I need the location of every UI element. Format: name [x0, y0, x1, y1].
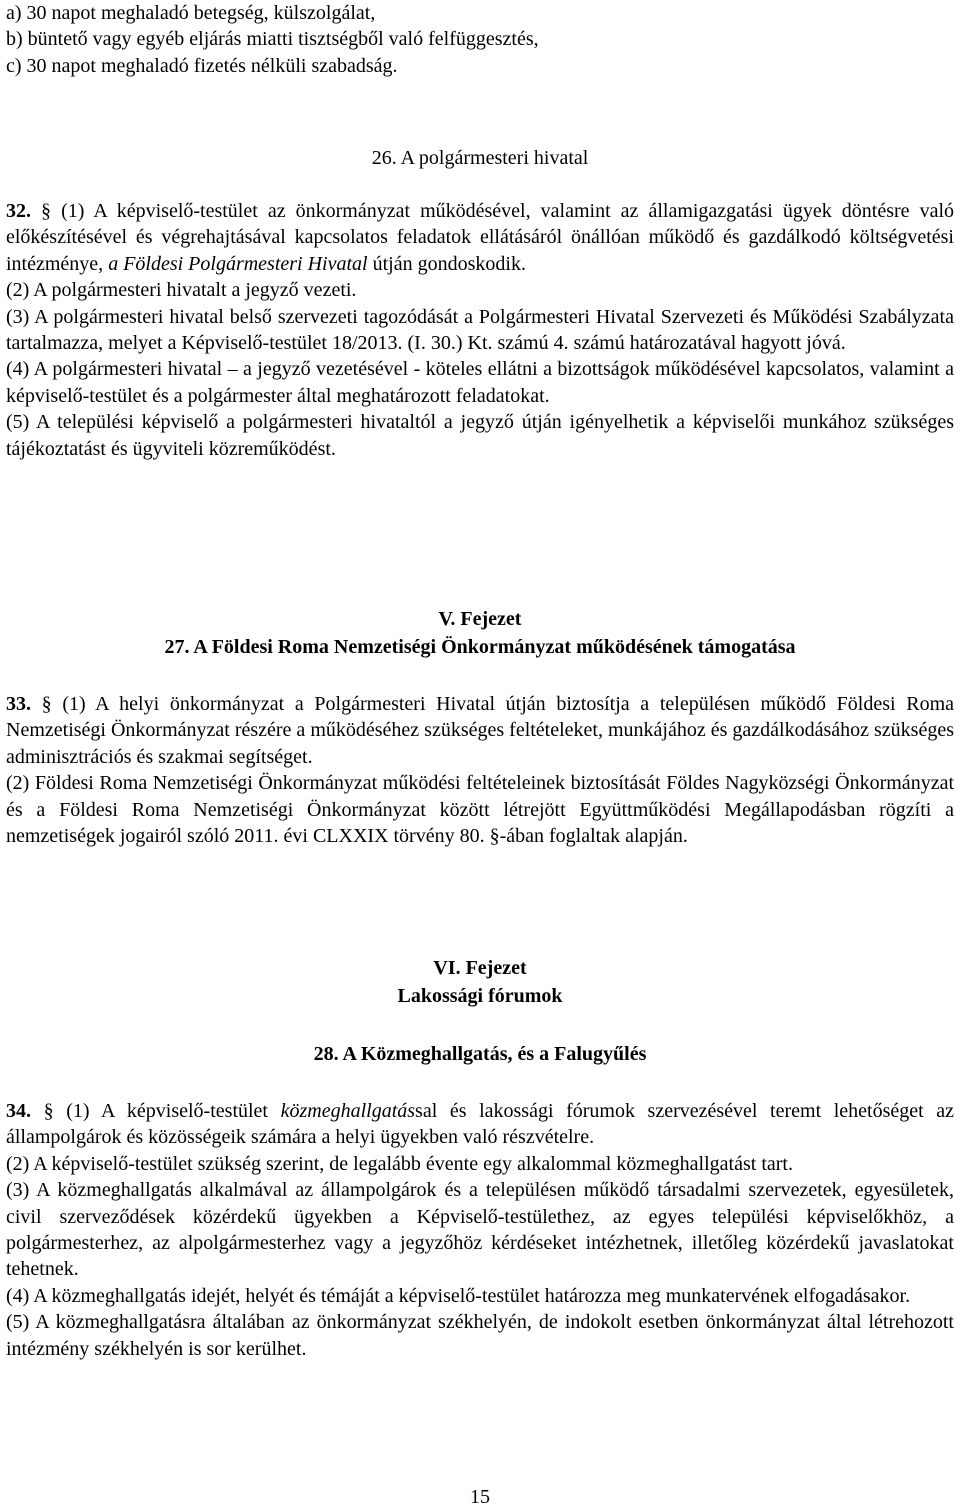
- para-34-number: 34.: [6, 1100, 31, 1122]
- para-34-5: (5) A közmeghallgatásra általában az önkormányzat székhelyén, de indokolt esetben önkormányzat által létrehozott intézmény székhelyén is sor kerülhet.: [6, 1311, 954, 1360]
- kozmeghallgatas-italic: közmeghallgatás: [280, 1100, 416, 1122]
- para-34-3: (3) A közmeghallgatás alkalmával az állampolgárok és a településen működő társadalmi szervezetek, egyesületek, civil szerveződések közérdekű ügyekben a Képviselő-testülethez, az egyes települési képviselőkhöz, a polgármesterhez, az alpolgármesterhez vagy a jegyzőhöz kérdéseket intézhetnek, illetőleg közérdekű javaslatokat tehetnek.: [6, 1179, 954, 1281]
- list-block: [6, 0, 954, 79]
- chapter-6-subtitle: Lakossági fórumok: [397, 985, 563, 1007]
- para-33-1: [6, 691, 954, 770]
- para-34-1-tail: sal és lakossági fórumok szervezésével teremt lehetőséget az állampolgárok és közösségeik számára a helyi ügyekben való részvételre.: [6, 1100, 955, 1149]
- page-number: 15: [470, 1486, 490, 1508]
- chapter-5-subtitle: 27. A Földesi Roma Nemzetiségi Önkormányzat működésének támogatása: [164, 636, 796, 658]
- para-32-5: (5) A települési képviselő a polgármesteri hivataltól a jegyző útján igényelhetik a képviselői munkához szükséges tájékoztatást és ügyviteli közreműködést.: [6, 411, 954, 460]
- chapter-6-title: VI. Fejezet: [433, 957, 527, 979]
- para-33-1-text: (1) A helyi önkormányzat a Polgármesteri Hivatal útján biztosítja a településen működő Földesi Roma Nemzetiségi Önkormányzat részére a működéséhez szükséges feltételeket, munkájához és gazdálkodásához szükséges adminisztrációs és szakmai segítséget.: [6, 693, 954, 768]
- list-item-b: b) büntető vagy egyéb eljárás miatti tisztségből való felfüggesztés,: [6, 28, 539, 51]
- list-item-c: c) 30 napot meghaladó fizetés nélküli szabadság.: [6, 54, 398, 77]
- section-symbol: §: [43, 1100, 54, 1122]
- para-33-2-text: (2) Földesi Roma Nemzetiségi Önkormányzat működési feltételeinek biztosítását Földes Nagyközségi Önkormányzat és a Földesi Roma Nemzetiségi Önkormányzat között létrejött Együttműködési Megállapodásban rögzíti a nemzetiségek jogairól szóló 2011. évi CLXXIX törvény 80.: [6, 772, 954, 848]
- para-33-number: 33.: [6, 693, 31, 715]
- para-33-2: [6, 770, 954, 849]
- section-26-title: 26. A polgármesteri hivatal: [371, 147, 589, 169]
- para-34-1: [6, 1098, 954, 1151]
- section-symbol: §: [41, 200, 52, 222]
- section-28-title: 28. A Közmeghallgatás, és a Falugyűlés: [313, 1043, 647, 1065]
- para-32-1-lead: (1) A képviselő-testület az önkormányzat működésével, valamint az államigazgatási ügyek döntésre való előkészítésével és végrehajtásával kapcsolatos feladatok ellátásáról önállóan működő és gazdálkodó költségvetési intézménye,: [6, 200, 955, 275]
- para-32-4: (4) A polgármesteri hivatal – a jegyző vezetésével - köteles ellátni a bizottságok működésével kapcsolatos, valamint a képviselő-testület és a polgármester által meghatározott feladatokat.: [6, 358, 954, 407]
- section-symbol: §: [489, 825, 500, 848]
- para-34-1-lead: (1) A képviselő-testület: [66, 1100, 268, 1122]
- list-item-a: a) 30 napot meghaladó betegség, külszolgálat,: [6, 2, 376, 24]
- para-32-number: 32.: [6, 200, 31, 222]
- para-32-1: [6, 198, 954, 277]
- paragraph-33: [6, 691, 954, 849]
- paragraph-32: [6, 198, 954, 462]
- para-34-2: (2) A képviselő-testület szükség szerint, de legalább évente egy alkalommal közmeghallgatást tart.: [6, 1152, 793, 1175]
- paragraph-34: [6, 1098, 954, 1362]
- para-34-4: (4) A közmeghallgatás idejét, helyét és témáját a képviselő-testület határozza meg munkatervének elfogadásakor.: [6, 1284, 911, 1307]
- para-32-1-tail: útján gondoskodik.: [372, 252, 526, 275]
- para-32-3: (3) A polgármesteri hivatal belső szervezeti tagozódását a Polgármesteri Hivatal Szervezeti és Működési Szabályzata tartalmazza, melyet a Képviselő-testület 18/2013. (I. 30.) Kt. számú 4. számú határozatával hagyott jóvá.: [6, 305, 954, 355]
- chapter-5-title: V. Fejezet: [438, 608, 522, 630]
- section-symbol: §: [41, 693, 52, 715]
- hivatal-name-italic: a Földesi Polgármesteri Hivatal: [108, 252, 368, 275]
- para-32-2: (2) A polgármesteri hivatalt a jegyző vezeti.: [6, 279, 357, 302]
- para-33-2-tail: -ában foglaltak alapján.: [499, 825, 688, 848]
